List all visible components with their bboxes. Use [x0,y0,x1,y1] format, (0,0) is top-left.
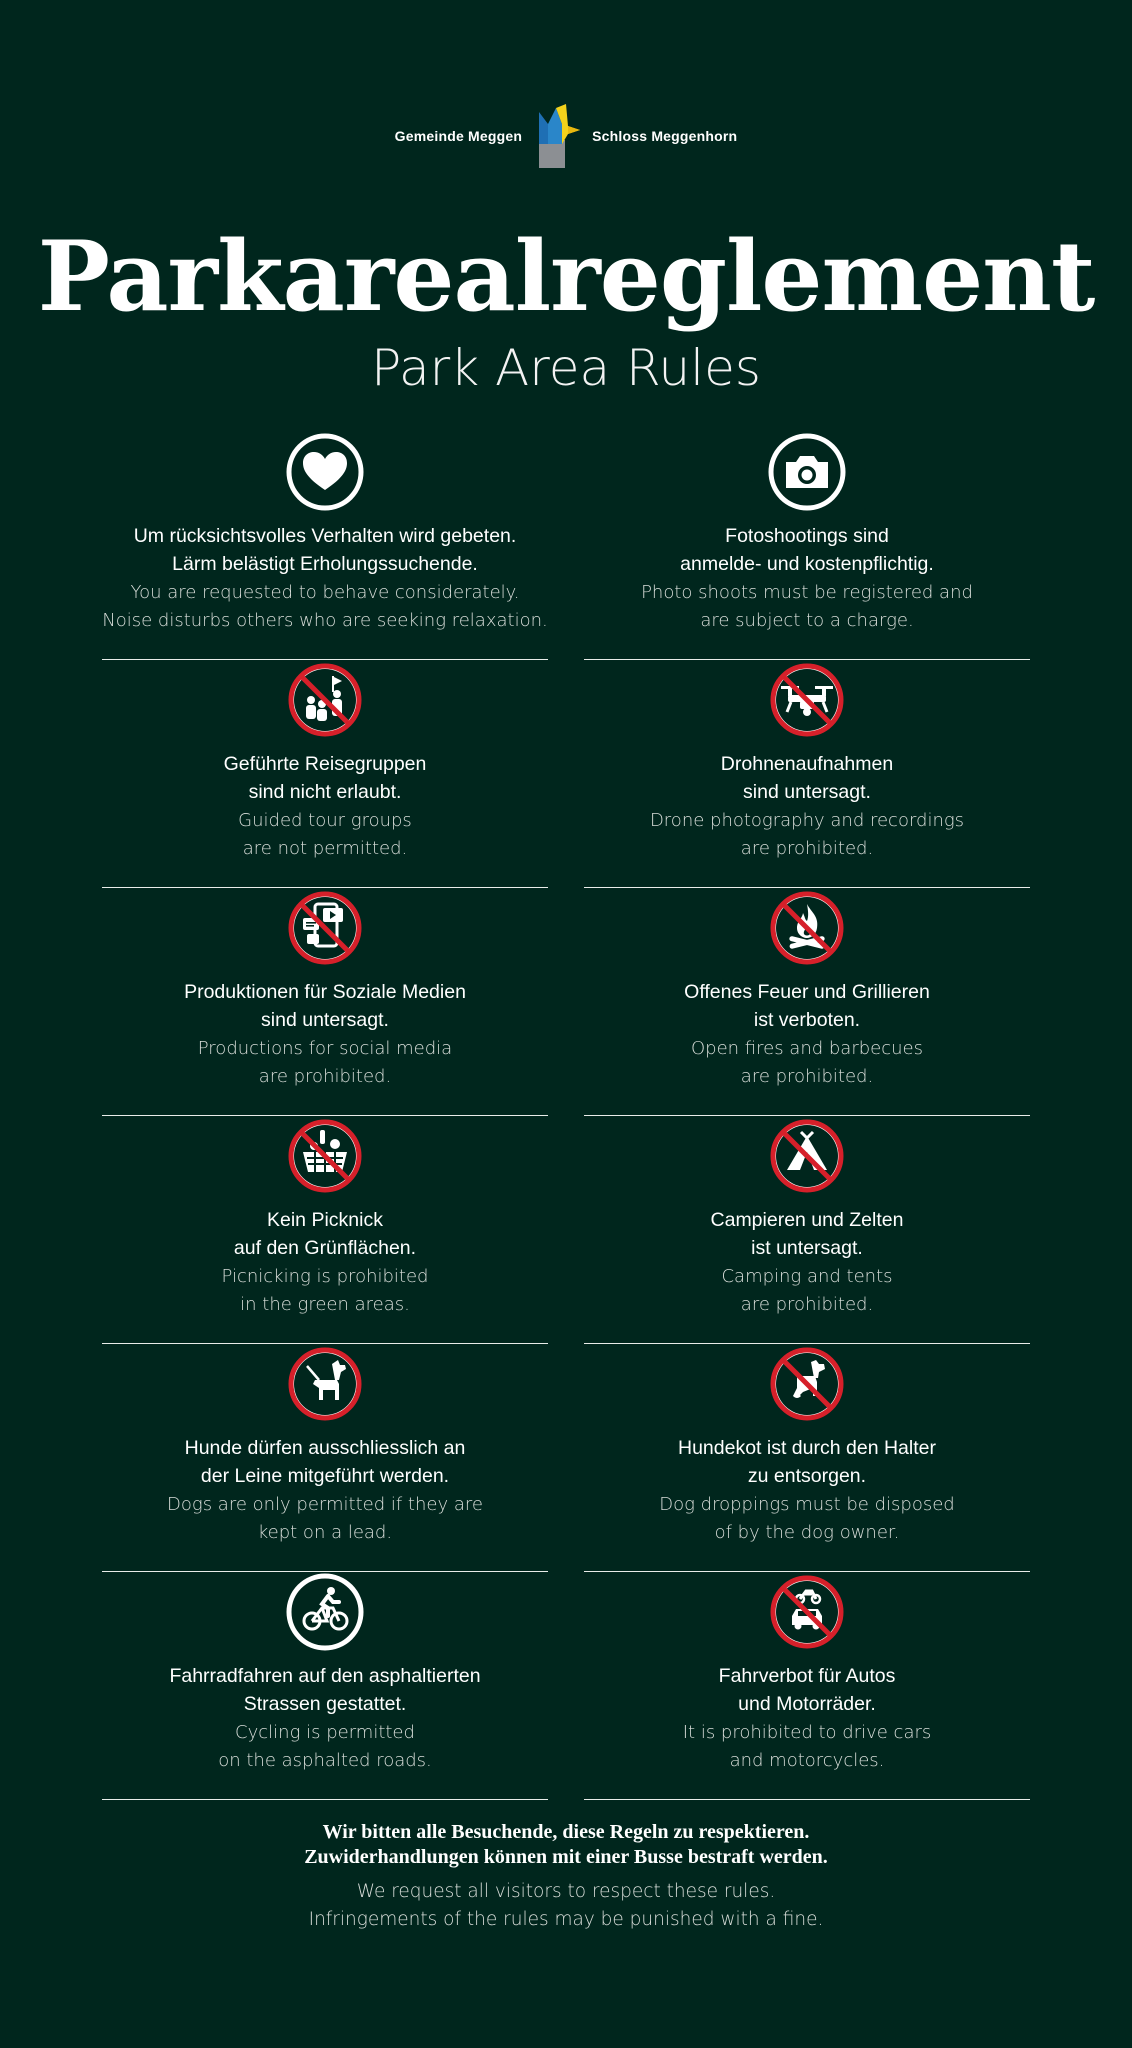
rule-no-vehicles [584,1572,1030,1800]
rule-text-de: Produktionen für Soziale Medien sind untersagt. [184,981,466,1031]
rule-text-de: Drohnenaufnahmen sind untersagt. [720,753,894,803]
page-title: Parkarealreglement [37,220,1095,333]
rule-text-en: Picnicking is prohibited in the green areas. [221,1266,429,1315]
tour-group-icon [285,660,365,740]
logo-text-gemeinde: Gemeinde Meggen [394,128,523,144]
rule-text-de: Campieren und Zelten ist untersagt. [710,1209,904,1259]
page-subtitle: Park Area Rules [371,339,761,397]
dog-droppings-icon [767,1344,847,1424]
fire-icon [767,888,847,968]
rule-camping [584,1116,1030,1344]
heart-icon [285,432,365,512]
rule-text-en: Cycling is permitted on the asphalted roads. [218,1722,432,1771]
logo-row [0,104,1132,168]
footer-text-en: We request all visitors to respect these rules. Infringements of the rules may be punished with a fine. [308,1881,824,1930]
rule-text-en: Open fires and barbecues are prohibited. [690,1038,923,1087]
rule-photo-shoots [584,432,1030,660]
meggen-logo-icon [532,104,582,168]
rule-drones [584,660,1030,888]
drone-icon [767,660,847,740]
picnic-basket-icon [285,1116,365,1196]
logo-text-schloss: Schloss Meggenhorn [592,128,738,144]
rule-text-en: You are requested to behave considerately. Noise disturbs others who are seeking relaxation. [102,582,548,631]
rules-grid [102,432,1030,1800]
rule-text-de: Hunde dürfen ausschliesslich an der Leine mitgeführt werden. [184,1437,466,1487]
rule-tour-groups [102,660,548,888]
rule-text-de: Fotoshootings sind anmelde- und kostenpflichtig. [680,525,934,575]
rule-text-en: Productions for social media are prohibited. [197,1038,453,1087]
rule-considerate-behaviour [102,432,548,660]
bicycle-icon [285,1572,365,1652]
rule-text-de: Um rücksichtsvolles Verhalten wird gebeten. Lärm belästigt Erholungssuchende. [133,525,517,575]
dog-leash-icon [285,1344,365,1424]
rule-text-de: Geführte Reisegruppen sind nicht erlaubt. [223,753,427,803]
rule-text-de: Fahrverbot für Autos und Motorräder. [718,1665,896,1715]
rule-text-en: Dog droppings must be disposed of by the dog owner. [659,1494,955,1543]
rule-text-en: Drone photography and recordings are prohibited. [649,810,965,859]
rule-picnic [102,1116,548,1344]
rule-dog-droppings [584,1344,1030,1572]
rule-text-de: Kein Picknick auf den Grünflächen. [233,1209,417,1259]
rule-text-en: It is prohibited to drive cars and motorcycles. [682,1722,932,1771]
rule-text-de: Fahrradfahren auf den asphaltierten Strassen gestattet. [169,1665,481,1715]
rule-cycling [102,1572,548,1800]
tent-icon [767,1116,847,1196]
camera-icon [767,432,847,512]
rule-social-media [102,888,548,1116]
rule-text-de: Offenes Feuer und Grillieren ist verboten. [684,981,930,1031]
footer-text-de: Wir bitten alle Besuchende, diese Regeln zu respektieren. Zuwiderhandlungen können mit einer Busse bestraft werden. [304,1821,828,1868]
rule-text-de: Hundekot ist durch den Halter zu entsorgen. [678,1437,936,1487]
rule-text-en: Dogs are only permitted if they are kept on a lead. [167,1494,483,1543]
car-motorcycle-icon [767,1572,847,1652]
social-media-icon [285,888,365,968]
rule-text-en: Guided tour groups are not permitted. [238,810,412,859]
rule-dogs-on-lead [102,1344,548,1572]
rule-open-fires [584,888,1030,1116]
rule-text-en: Photo shoots must be registered and are subject to a charge. [641,582,973,631]
rule-text-en: Camping and tents are prohibited. [721,1266,893,1315]
